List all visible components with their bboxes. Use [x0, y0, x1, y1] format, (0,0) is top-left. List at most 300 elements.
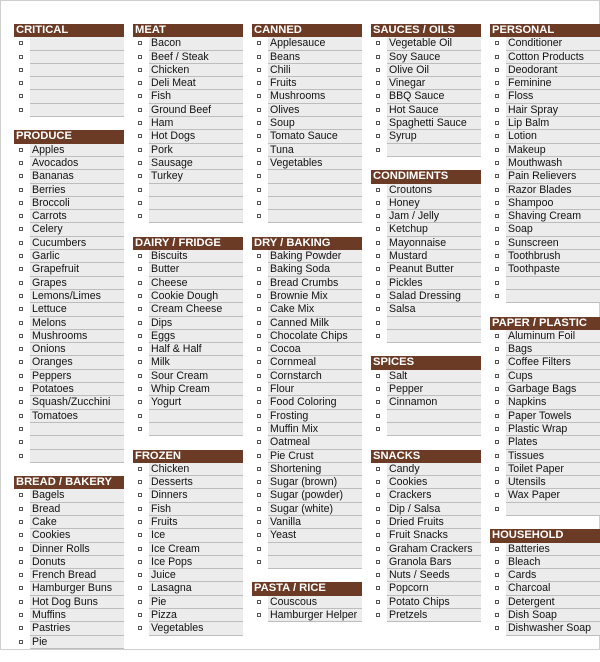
item-label[interactable]: Paper Towels [506, 410, 600, 423]
item-label[interactable]: Ice Cream [149, 543, 243, 556]
checkbox-icon[interactable] [138, 414, 142, 418]
item-label[interactable]: Fish [149, 90, 243, 103]
checkbox-icon[interactable] [19, 161, 23, 165]
item-label[interactable]: Mustard [387, 250, 481, 263]
item-label[interactable] [30, 436, 124, 449]
checkbox-icon[interactable] [257, 440, 261, 444]
checkbox-icon[interactable] [376, 520, 380, 524]
item-label[interactable]: Baking Powder [268, 250, 362, 263]
item-label[interactable]: Brownie Mix [268, 290, 362, 303]
checkbox-icon[interactable] [257, 347, 261, 351]
checkbox-icon[interactable] [257, 281, 261, 285]
checkbox-icon[interactable] [19, 507, 23, 511]
item-label[interactable]: Dish Soap [506, 609, 600, 622]
item-label[interactable]: Plastic Wrap [506, 423, 600, 436]
checkbox-icon[interactable] [495, 507, 499, 511]
item-label[interactable]: Nuts / Seeds [387, 569, 481, 582]
item-label[interactable]: Tomatoes [30, 410, 124, 423]
item-label[interactable]: Chocolate Chips [268, 330, 362, 343]
item-label[interactable]: Cornstarch [268, 370, 362, 383]
checkbox-icon[interactable] [376, 254, 380, 258]
item-label[interactable]: Vanilla [268, 516, 362, 529]
item-label[interactable]: Candy [387, 463, 481, 476]
item-label[interactable] [30, 450, 124, 463]
item-label[interactable] [268, 556, 362, 569]
checkbox-icon[interactable] [495, 347, 499, 351]
checkbox-icon[interactable] [257, 467, 261, 471]
item-label[interactable] [149, 423, 243, 436]
item-label[interactable]: Pretzels [387, 609, 481, 622]
checkbox-icon[interactable] [376, 201, 380, 205]
checkbox-icon[interactable] [376, 188, 380, 192]
item-label[interactable]: Pie [149, 596, 243, 609]
item-label[interactable]: Soy Sauce [387, 51, 481, 64]
checkbox-icon[interactable] [138, 374, 142, 378]
checkbox-icon[interactable] [495, 427, 499, 431]
checkbox-icon[interactable] [376, 108, 380, 112]
item-label[interactable]: Cake Mix [268, 303, 362, 316]
item-label[interactable]: Deodorant [506, 64, 600, 77]
checkbox-icon[interactable] [495, 360, 499, 364]
checkbox-icon[interactable] [138, 520, 142, 524]
checkbox-icon[interactable] [19, 400, 23, 404]
checkbox-icon[interactable] [495, 55, 499, 59]
item-label[interactable]: Turkey [149, 170, 243, 183]
checkbox-icon[interactable] [495, 254, 499, 258]
item-label[interactable]: Muffin Mix [268, 423, 362, 436]
checkbox-icon[interactable] [19, 427, 23, 431]
checkbox-icon[interactable] [376, 600, 380, 604]
checkbox-icon[interactable] [138, 161, 142, 165]
item-label[interactable]: Bananas [30, 170, 124, 183]
item-label[interactable]: Cucumbers [30, 237, 124, 250]
checkbox-icon[interactable] [19, 360, 23, 364]
checkbox-icon[interactable] [495, 600, 499, 604]
item-label[interactable]: Feminine [506, 77, 600, 90]
item-label[interactable]: Chicken [149, 64, 243, 77]
item-label[interactable]: Muffins [30, 609, 124, 622]
item-label[interactable] [506, 277, 600, 290]
item-label[interactable]: Toothbrush [506, 250, 600, 263]
item-label[interactable]: Mouthwash [506, 157, 600, 170]
item-label[interactable]: Milk [149, 356, 243, 369]
checkbox-icon[interactable] [138, 254, 142, 258]
item-label[interactable]: Salsa [387, 303, 481, 316]
checkbox-icon[interactable] [19, 626, 23, 630]
checkbox-icon[interactable] [138, 321, 142, 325]
item-label[interactable]: Carrots [30, 210, 124, 223]
item-label[interactable]: Donuts [30, 556, 124, 569]
item-label[interactable]: Salad Dressing [387, 290, 481, 303]
item-label[interactable]: Toilet Paper [506, 463, 600, 476]
checkbox-icon[interactable] [495, 586, 499, 590]
checkbox-icon[interactable] [495, 626, 499, 630]
checkbox-icon[interactable] [495, 148, 499, 152]
item-label[interactable]: Vegetables [149, 622, 243, 635]
checkbox-icon[interactable] [19, 108, 23, 112]
checkbox-icon[interactable] [19, 600, 23, 604]
item-label[interactable]: Cotton Products [506, 51, 600, 64]
item-label[interactable]: Cinnamon [387, 396, 481, 409]
checkbox-icon[interactable] [257, 400, 261, 404]
checkbox-icon[interactable] [495, 334, 499, 338]
checkbox-icon[interactable] [376, 533, 380, 537]
checkbox-icon[interactable] [138, 626, 142, 630]
item-label[interactable]: Garlic [30, 250, 124, 263]
checkbox-icon[interactable] [257, 81, 261, 85]
item-label[interactable]: Whip Cream [149, 383, 243, 396]
checkbox-icon[interactable] [138, 334, 142, 338]
checkbox-icon[interactable] [19, 414, 23, 418]
item-label[interactable]: Mushrooms [30, 330, 124, 343]
checkbox-icon[interactable] [257, 148, 261, 152]
checkbox-icon[interactable] [376, 493, 380, 497]
checkbox-icon[interactable] [138, 400, 142, 404]
checkbox-icon[interactable] [19, 493, 23, 497]
checkbox-icon[interactable] [19, 201, 23, 205]
checkbox-icon[interactable] [257, 174, 261, 178]
checkbox-icon[interactable] [138, 493, 142, 497]
checkbox-icon[interactable] [376, 374, 380, 378]
item-label[interactable] [30, 37, 124, 50]
checkbox-icon[interactable] [138, 81, 142, 85]
item-label[interactable]: Cream Cheese [149, 303, 243, 316]
checkbox-icon[interactable] [19, 440, 23, 444]
checkbox-icon[interactable] [495, 480, 499, 484]
item-label[interactable]: Chicken [149, 463, 243, 476]
checkbox-icon[interactable] [138, 68, 142, 72]
checkbox-icon[interactable] [138, 307, 142, 311]
checkbox-icon[interactable] [495, 547, 499, 551]
checkbox-icon[interactable] [19, 533, 23, 537]
item-label[interactable]: Tomato Sauce [268, 130, 362, 143]
item-label[interactable]: Vegetable Oil [387, 37, 481, 50]
checkbox-icon[interactable] [376, 41, 380, 45]
checkbox-icon[interactable] [19, 94, 23, 98]
item-label[interactable]: Beans [268, 51, 362, 64]
checkbox-icon[interactable] [495, 201, 499, 205]
item-label[interactable]: Lemons/Limes [30, 290, 124, 303]
checkbox-icon[interactable] [19, 334, 23, 338]
item-label[interactable]: Butter [149, 263, 243, 276]
item-label[interactable]: Olive Oil [387, 64, 481, 77]
item-label[interactable]: Grapes [30, 277, 124, 290]
item-label[interactable]: Fruit Snacks [387, 529, 481, 542]
item-label[interactable]: Tuna [268, 144, 362, 157]
item-label[interactable]: Hot Sauce [387, 104, 481, 117]
checkbox-icon[interactable] [495, 214, 499, 218]
checkbox-icon[interactable] [495, 94, 499, 98]
item-label[interactable]: Lettuce [30, 303, 124, 316]
item-label[interactable]: Graham Crackers [387, 543, 481, 556]
checkbox-icon[interactable] [19, 586, 23, 590]
checkbox-icon[interactable] [257, 254, 261, 258]
checkbox-icon[interactable] [19, 560, 23, 564]
item-label[interactable]: Pie Crust [268, 450, 362, 463]
checkbox-icon[interactable] [19, 520, 23, 524]
checkbox-icon[interactable] [138, 600, 142, 604]
item-label[interactable]: Pastries [30, 622, 124, 635]
item-label[interactable]: Tissues [506, 450, 600, 463]
checkbox-icon[interactable] [495, 440, 499, 444]
checkbox-icon[interactable] [257, 520, 261, 524]
item-label[interactable]: Sour Cream [149, 370, 243, 383]
checkbox-icon[interactable] [19, 281, 23, 285]
checkbox-icon[interactable] [19, 174, 23, 178]
checkbox-icon[interactable] [495, 227, 499, 231]
checkbox-icon[interactable] [495, 108, 499, 112]
checkbox-icon[interactable] [376, 281, 380, 285]
checkbox-icon[interactable] [19, 148, 23, 152]
item-label[interactable]: Potatoes [30, 383, 124, 396]
item-label[interactable]: Frosting [268, 410, 362, 423]
item-label[interactable]: Pizza [149, 609, 243, 622]
item-label[interactable]: Mushrooms [268, 90, 362, 103]
checkbox-icon[interactable] [495, 134, 499, 138]
checkbox-icon[interactable] [19, 321, 23, 325]
item-label[interactable]: Flour [268, 383, 362, 396]
item-label[interactable]: Onions [30, 343, 124, 356]
checkbox-icon[interactable] [376, 321, 380, 325]
item-label[interactable]: Toothpaste [506, 263, 600, 276]
item-label[interactable]: Makeup [506, 144, 600, 157]
item-label[interactable] [30, 423, 124, 436]
item-label[interactable]: Potato Chips [387, 596, 481, 609]
checkbox-icon[interactable] [376, 507, 380, 511]
checkbox-icon[interactable] [138, 267, 142, 271]
item-label[interactable]: Lasagna [149, 582, 243, 595]
item-label[interactable]: Food Coloring [268, 396, 362, 409]
item-label[interactable]: Pie [30, 636, 124, 649]
item-label[interactable]: Popcorn [387, 582, 481, 595]
checkbox-icon[interactable] [376, 121, 380, 125]
item-label[interactable] [268, 184, 362, 197]
item-label[interactable]: Mayonnaise [387, 237, 481, 250]
checkbox-icon[interactable] [19, 307, 23, 311]
checkbox-icon[interactable] [138, 174, 142, 178]
checkbox-icon[interactable] [495, 121, 499, 125]
checkbox-icon[interactable] [257, 267, 261, 271]
item-label[interactable] [387, 330, 481, 343]
checkbox-icon[interactable] [19, 573, 23, 577]
item-label[interactable]: Dinners [149, 489, 243, 502]
item-label[interactable]: Garbage Bags [506, 383, 600, 396]
checkbox-icon[interactable] [376, 307, 380, 311]
item-label[interactable]: Detergent [506, 596, 600, 609]
checkbox-icon[interactable] [138, 467, 142, 471]
checkbox-icon[interactable] [376, 294, 380, 298]
checkbox-icon[interactable] [257, 307, 261, 311]
item-label[interactable]: Conditioner [506, 37, 600, 50]
checkbox-icon[interactable] [376, 427, 380, 431]
item-label[interactable]: Jam / Jelly [387, 210, 481, 223]
checkbox-icon[interactable] [495, 188, 499, 192]
checkbox-icon[interactable] [138, 55, 142, 59]
item-label[interactable]: Oatmeal [268, 436, 362, 449]
item-label[interactable]: Fruits [268, 77, 362, 90]
item-label[interactable]: Ground Beef [149, 104, 243, 117]
item-label[interactable] [506, 290, 600, 303]
item-label[interactable]: Pain Relievers [506, 170, 600, 183]
checkbox-icon[interactable] [19, 227, 23, 231]
checkbox-icon[interactable] [257, 374, 261, 378]
item-label[interactable]: Croutons [387, 184, 481, 197]
checkbox-icon[interactable] [138, 121, 142, 125]
checkbox-icon[interactable] [495, 241, 499, 245]
item-label[interactable] [268, 197, 362, 210]
checkbox-icon[interactable] [19, 454, 23, 458]
checkbox-icon[interactable] [495, 573, 499, 577]
item-label[interactable]: Desserts [149, 476, 243, 489]
checkbox-icon[interactable] [257, 134, 261, 138]
checkbox-icon[interactable] [19, 374, 23, 378]
checkbox-icon[interactable] [257, 547, 261, 551]
item-label[interactable]: Sugar (white) [268, 503, 362, 516]
item-label[interactable]: Bread [30, 503, 124, 516]
item-label[interactable]: Cookies [30, 529, 124, 542]
checkbox-icon[interactable] [495, 387, 499, 391]
checkbox-icon[interactable] [376, 613, 380, 617]
item-label[interactable]: Vinegar [387, 77, 481, 90]
checkbox-icon[interactable] [376, 480, 380, 484]
item-label[interactable]: Peanut Butter [387, 263, 481, 276]
item-label[interactable]: Grapefruit [30, 263, 124, 276]
item-label[interactable]: Bagels [30, 489, 124, 502]
item-label[interactable]: Spaghetti Sauce [387, 117, 481, 130]
item-label[interactable]: Ham [149, 117, 243, 130]
item-label[interactable] [387, 317, 481, 330]
checkbox-icon[interactable] [19, 547, 23, 551]
item-label[interactable]: Cake [30, 516, 124, 529]
item-label[interactable]: Olives [268, 104, 362, 117]
checkbox-icon[interactable] [376, 68, 380, 72]
item-label[interactable]: Cookie Dough [149, 290, 243, 303]
item-label[interactable]: Yeast [268, 529, 362, 542]
checkbox-icon[interactable] [138, 41, 142, 45]
checkbox-icon[interactable] [376, 214, 380, 218]
checkbox-icon[interactable] [376, 467, 380, 471]
item-label[interactable]: Wax Paper [506, 489, 600, 502]
checkbox-icon[interactable] [138, 427, 142, 431]
item-label[interactable]: Sunscreen [506, 237, 600, 250]
checkbox-icon[interactable] [257, 427, 261, 431]
item-label[interactable]: Bleach [506, 556, 600, 569]
checkbox-icon[interactable] [376, 573, 380, 577]
item-label[interactable]: Chili [268, 64, 362, 77]
item-label[interactable]: Yogurt [149, 396, 243, 409]
checkbox-icon[interactable] [19, 347, 23, 351]
item-label[interactable]: Shampoo [506, 197, 600, 210]
item-label[interactable]: Beef / Steak [149, 51, 243, 64]
item-label[interactable] [149, 410, 243, 423]
checkbox-icon[interactable] [495, 414, 499, 418]
checkbox-icon[interactable] [376, 414, 380, 418]
checkbox-icon[interactable] [138, 613, 142, 617]
checkbox-icon[interactable] [138, 533, 142, 537]
checkbox-icon[interactable] [138, 347, 142, 351]
item-label[interactable] [268, 543, 362, 556]
checkbox-icon[interactable] [138, 148, 142, 152]
checkbox-icon[interactable] [376, 55, 380, 59]
checkbox-icon[interactable] [495, 267, 499, 271]
checkbox-icon[interactable] [19, 613, 23, 617]
item-label[interactable]: Crackers [387, 489, 481, 502]
item-label[interactable]: Cheese [149, 277, 243, 290]
checkbox-icon[interactable] [376, 400, 380, 404]
item-label[interactable]: Aluminum Foil [506, 330, 600, 343]
item-label[interactable]: Half & Half [149, 343, 243, 356]
checkbox-icon[interactable] [257, 161, 261, 165]
item-label[interactable]: Dip / Salsa [387, 503, 481, 516]
item-label[interactable]: Bread Crumbs [268, 277, 362, 290]
checkbox-icon[interactable] [376, 241, 380, 245]
item-label[interactable]: Celery [30, 223, 124, 236]
item-label[interactable] [268, 170, 362, 183]
item-label[interactable]: Eggs [149, 330, 243, 343]
item-label[interactable]: Melons [30, 317, 124, 330]
checkbox-icon[interactable] [376, 560, 380, 564]
checkbox-icon[interactable] [495, 400, 499, 404]
checkbox-icon[interactable] [257, 493, 261, 497]
checkbox-icon[interactable] [495, 174, 499, 178]
checkbox-icon[interactable] [19, 640, 23, 644]
checkbox-icon[interactable] [138, 560, 142, 564]
item-label[interactable]: Sugar (powder) [268, 489, 362, 502]
item-label[interactable]: Couscous [268, 596, 362, 609]
checkbox-icon[interactable] [138, 134, 142, 138]
item-label[interactable]: Plates [506, 436, 600, 449]
item-label[interactable]: Biscuits [149, 250, 243, 263]
checkbox-icon[interactable] [257, 334, 261, 338]
item-label[interactable]: Oranges [30, 356, 124, 369]
item-label[interactable]: Fruits [149, 516, 243, 529]
checkbox-icon[interactable] [376, 547, 380, 551]
item-label[interactable]: Broccoli [30, 197, 124, 210]
item-label[interactable]: Bags [506, 343, 600, 356]
item-label[interactable]: Fish [149, 503, 243, 516]
checkbox-icon[interactable] [257, 55, 261, 59]
checkbox-icon[interactable] [257, 414, 261, 418]
checkbox-icon[interactable] [376, 334, 380, 338]
item-label[interactable]: Coffee Filters [506, 356, 600, 369]
item-label[interactable] [30, 104, 124, 117]
checkbox-icon[interactable] [257, 121, 261, 125]
checkbox-icon[interactable] [19, 267, 23, 271]
checkbox-icon[interactable] [257, 480, 261, 484]
item-label[interactable]: BBQ Sauce [387, 90, 481, 103]
item-label[interactable]: Razor Blades [506, 184, 600, 197]
checkbox-icon[interactable] [257, 41, 261, 45]
item-label[interactable]: Hot Dog Buns [30, 596, 124, 609]
item-label[interactable]: Shortening [268, 463, 362, 476]
checkbox-icon[interactable] [138, 360, 142, 364]
item-label[interactable]: Hamburger Helper [268, 609, 362, 622]
checkbox-icon[interactable] [138, 281, 142, 285]
checkbox-icon[interactable] [19, 214, 23, 218]
checkbox-icon[interactable] [376, 227, 380, 231]
item-label[interactable]: Berries [30, 184, 124, 197]
checkbox-icon[interactable] [376, 94, 380, 98]
checkbox-icon[interactable] [19, 387, 23, 391]
checkbox-icon[interactable] [257, 68, 261, 72]
item-label[interactable] [30, 64, 124, 77]
checkbox-icon[interactable] [257, 507, 261, 511]
checkbox-icon[interactable] [495, 81, 499, 85]
checkbox-icon[interactable] [138, 387, 142, 391]
item-label[interactable] [30, 51, 124, 64]
item-label[interactable]: Apples [30, 144, 124, 157]
checkbox-icon[interactable] [257, 94, 261, 98]
